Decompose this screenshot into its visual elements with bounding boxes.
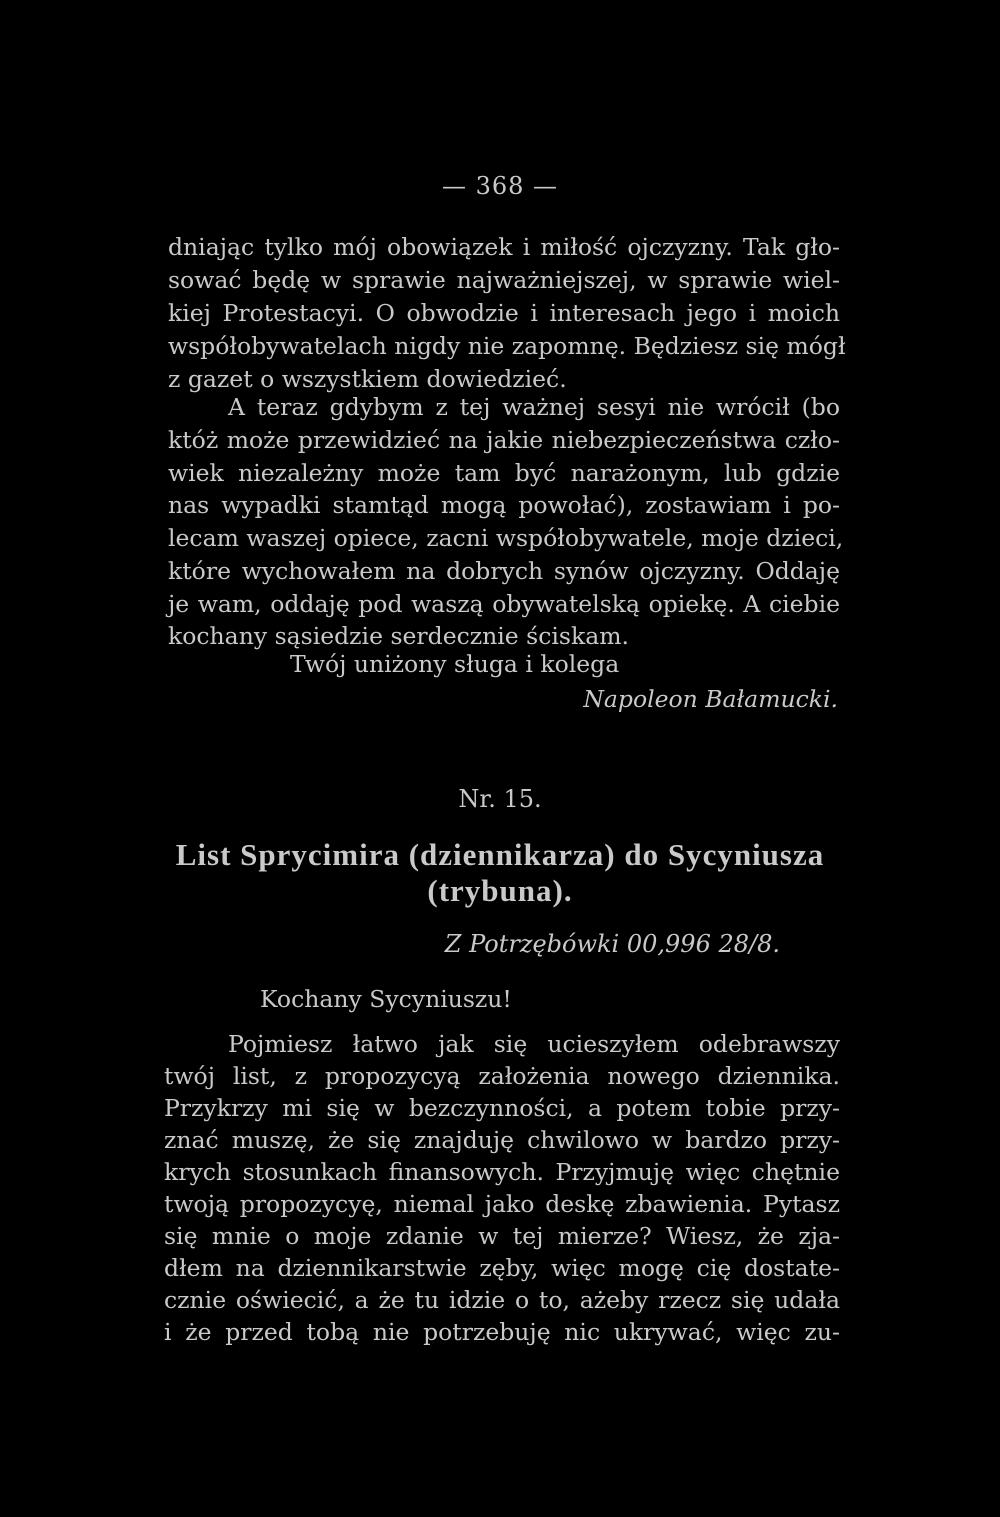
text-line: krych stosunkach finansowych. Przyjmuję więc chętnie <box>164 1158 840 1186</box>
text-line: lecam waszej opiece, zacni współobywatele, moje dzieci, <box>168 524 844 552</box>
text-line: je wam, oddaję pod waszą obywatelską opiekę. A ciebie <box>168 590 840 618</box>
text-line: kiej Protestacyi. O obwodzie i interesach jego i moich <box>168 299 840 327</box>
text-line: znać muszę, że się znajduję chwilowo w bardzo przy- <box>164 1126 840 1154</box>
signature: Napoleon Bałamucki. <box>583 685 838 713</box>
text-line: któż może przewidzieć na jakie niebezpieczeństwa czło- <box>168 426 840 454</box>
letter-title: List Sprycimira (dziennikarza) do Sycyniusza <box>175 837 825 872</box>
text-line: się mnie o moje zdanie w tej mierze? Wiesz, że zja- <box>164 1222 840 1250</box>
text-line: wiek niezależny może tam być narażonym, lub gdzie <box>168 459 840 487</box>
text-line: Przykrzy mi się w bezczynności, a potem tobie przy- <box>164 1094 840 1122</box>
closing-line: Twój uniżony sługa i kolega <box>290 650 620 678</box>
text-line: nas wypadki stamtąd mogą powołać), zostawiam i po- <box>168 491 840 519</box>
section-number: Nr. 15. <box>458 785 542 813</box>
text-line: cznie oświecić, a że tu idzie o to, ażeby rzecz się udała <box>164 1286 840 1314</box>
text-line: współobywatelach nigdy nie zapomnę. Będziesz się mógł <box>168 332 846 360</box>
text-line: sować będę w sprawie najważniejszej, w sprawie wiel- <box>168 266 840 294</box>
text-line: z gazet o wszystkiem dowiedzieć. <box>168 365 567 393</box>
text-line: które wychowałem na dobrych synów ojczyzny. Oddaję <box>168 557 840 585</box>
text-line: kochany sąsiedzie serdecznie ściskam. <box>168 622 629 650</box>
salutation: Kochany Sycyniuszu! <box>260 985 512 1013</box>
text-line: twój list, z propozycyą założenia nowego dziennika. <box>164 1062 840 1090</box>
text-line: A teraz gdybym z tej ważnej sesyi nie wrócił (bo <box>228 393 840 421</box>
text-line: i że przed tobą nie potrzebuję nic ukrywać, więc zu- <box>164 1318 840 1346</box>
text-line: dłem na dziennikarstwie zęby, więc mogę cię dostate- <box>164 1254 840 1282</box>
text-line: Pojmiesz łatwo jak się ucieszyłem odebrawszy <box>228 1030 840 1058</box>
text-line: twoją propozycyę, niemal jako deskę zbawienia. Pytasz <box>164 1190 840 1218</box>
page-number: — 368 — <box>441 172 559 200</box>
letter-title: (trybuna). <box>427 873 573 908</box>
text-line: dniając tylko mój obowiązek i miłość ojczyzny. Tak gło- <box>168 233 840 261</box>
dateline: Z Potrzębówki 00,996 28/8. <box>444 930 780 958</box>
